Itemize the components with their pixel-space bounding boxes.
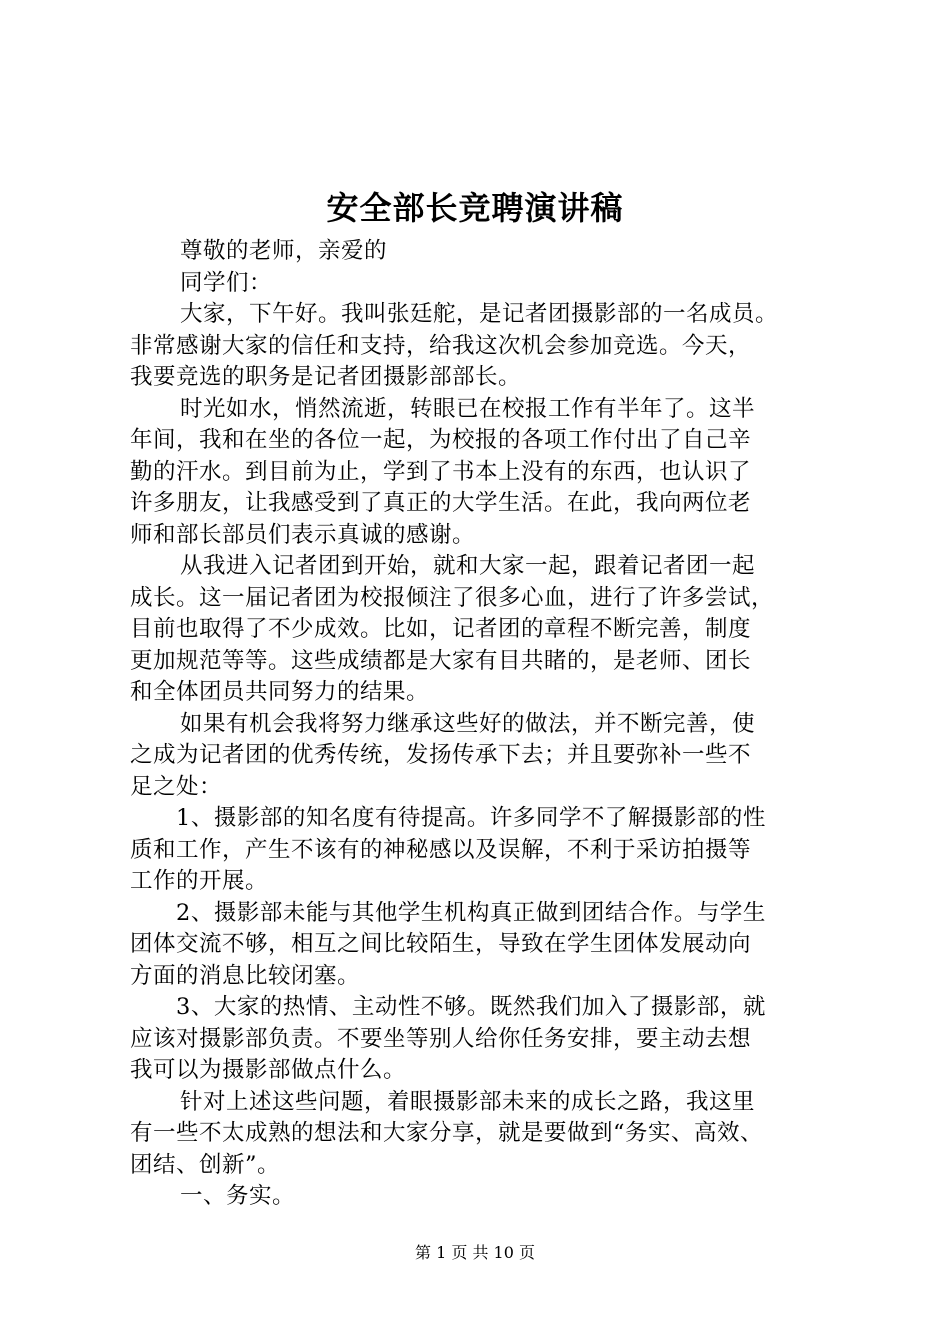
text-line: 方面的消息比较闭塞。 bbox=[130, 962, 361, 989]
text-line: 质和工作，产生不该有的神秘感以及误解，不利于采访拍摄等 bbox=[130, 836, 752, 863]
text-line: 足之处： bbox=[130, 773, 223, 800]
text-line: 我可以为摄影部做点什么。 bbox=[130, 1057, 407, 1083]
page-number-footer: 第 1 页 共 10 页 bbox=[415, 1243, 535, 1262]
text-line: 成长。这一届记者团为校报倾注了很多心血，进行了许多尝试， bbox=[130, 584, 775, 611]
document-title: 安全部长竞聘演讲稿 bbox=[326, 189, 624, 227]
text-line: 3、大家的热情、主动性不够。既然我们加入了摄影部，就 bbox=[176, 994, 766, 1020]
text-line: 目前也取得了不少成效。比如，记者团的章程不断完善，制度 bbox=[130, 616, 752, 642]
text-line: 从我进入记者团到开始，就和大家一起，跟着记者团一起 bbox=[180, 553, 756, 579]
text-line: 师和部长部员们表示真诚的感谢。 bbox=[130, 521, 476, 548]
text-line: 许多朋友，让我感受到了真正的大学生活。在此，我向两位老 bbox=[130, 490, 752, 516]
text-line: 勤的汗水。到目前为止，学到了书本上没有的东西，也认识了 bbox=[130, 458, 752, 485]
text-line: 1、摄影部的知名度有待提高。许多同学不了解摄影部的性 bbox=[176, 805, 766, 831]
text-line: 工作的开展。 bbox=[130, 868, 269, 894]
text-line: 非常感谢大家的信任和支持，给我这次机会参加竞选。今天， bbox=[130, 332, 752, 359]
text-line: 尊敬的老师，亲爱的 bbox=[180, 238, 388, 264]
text-line: 和全体团员共同努力的结果。 bbox=[130, 679, 430, 705]
text-line: 更加规范等等。这些成绩都是大家有目共睹的，是老师、团长 bbox=[130, 647, 752, 674]
text-line: 2、摄影部未能与其他学生机构真正做到团结合作。与学生 bbox=[176, 899, 766, 926]
document-body bbox=[130, 236, 835, 1213]
text-line: 年间，我和在坐的各位一起，为校报的各项工作付出了自己辛 bbox=[130, 427, 752, 453]
text-line: 针对上述这些问题，着眼摄影部未来的成长之路，我这里 bbox=[180, 1088, 756, 1115]
text-line: 同学们： bbox=[180, 269, 273, 296]
text-line: 有一些不太成熟的想法和大家分享，就是要做到“务实、高效、 bbox=[130, 1120, 764, 1146]
text-line: 我要竞选的职务是记者团摄影部部长。 bbox=[130, 364, 522, 390]
text-line: 一、务实。 bbox=[180, 1183, 296, 1209]
text-line: 团结、创新”。 bbox=[130, 1151, 281, 1178]
text-line: 团体交流不够，相互之间比较陌生，导致在学生团体发展动向 bbox=[130, 931, 752, 957]
text-line: 如果有机会我将努力继承这些好的做法，并不断完善，使 bbox=[180, 710, 756, 737]
text-line: 之成为记者团的优秀传统，发扬传承下去；并且要弥补一些不 bbox=[130, 742, 752, 768]
text-line: 时光如水，悄然流逝，转眼已在校报工作有半年了。这半 bbox=[180, 395, 756, 422]
text-line: 大家，下午好。我叫张廷舵，是记者团摄影部的一名成员。 bbox=[180, 301, 779, 327]
text-line: 应该对摄影部负责。不要坐等别人给你任务安排，要主动去想 bbox=[130, 1025, 752, 1052]
